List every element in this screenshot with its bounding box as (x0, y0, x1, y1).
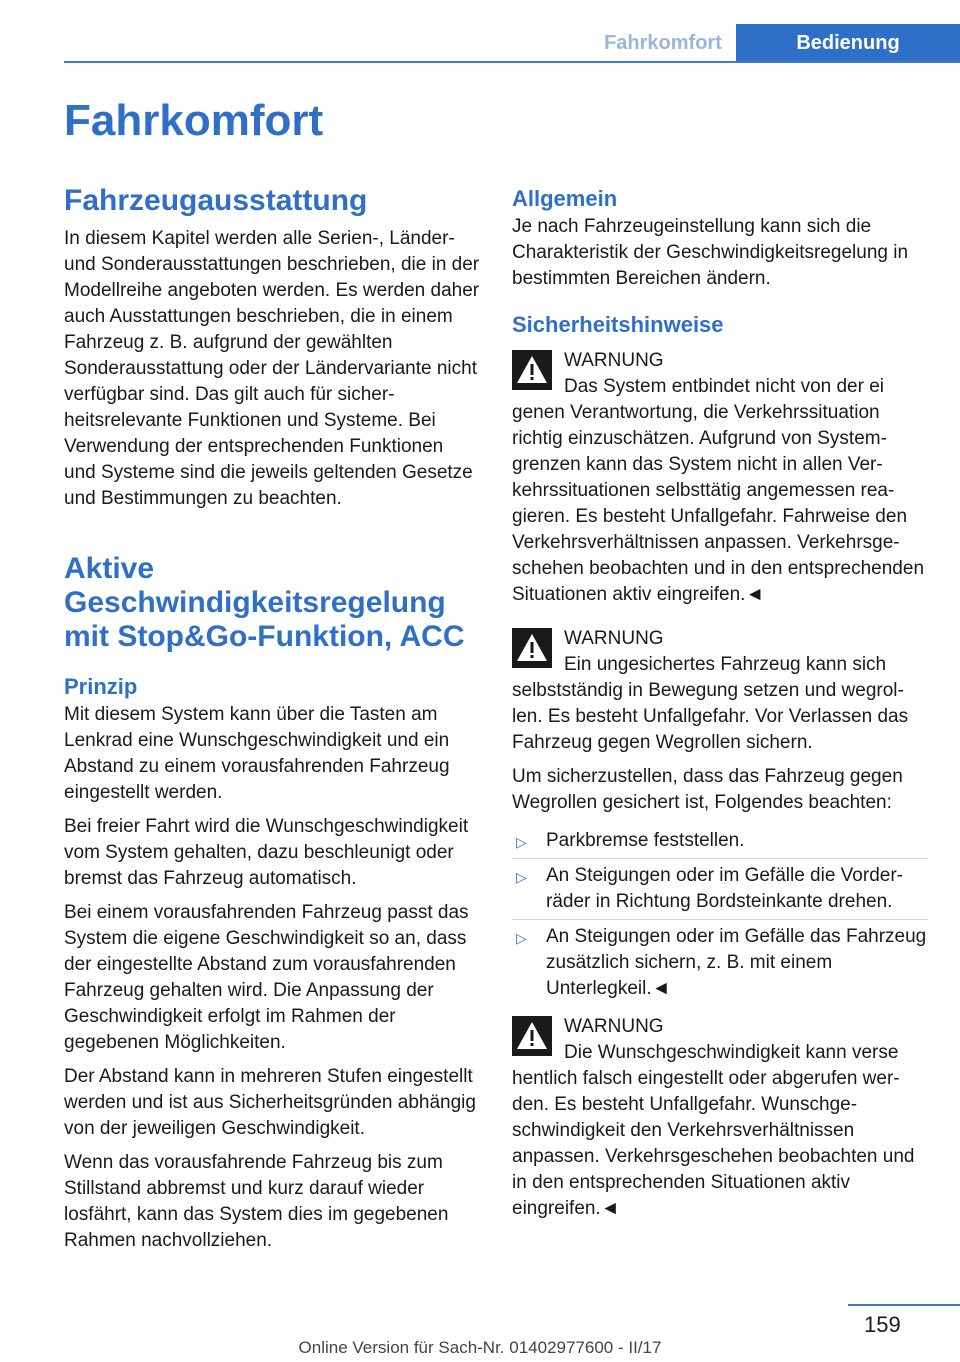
list-item: ▷ An Steigungen oder im Gefälle die Vorderräder in Richtung Bordsteinkante drehen. (512, 859, 928, 920)
warning-3-first-line: Die Wunschgeschwindigkeit kann verse (564, 1042, 899, 1063)
triangle-right-icon: ▷ (516, 869, 527, 885)
list-item: ▷ Parkbremse feststellen. (512, 824, 928, 859)
warning-block-1 (512, 348, 928, 608)
header-rule (64, 61, 960, 63)
chapter-title: Fahrkomfort (64, 96, 324, 145)
warning-triangle-icon (512, 350, 552, 390)
warning-2-first-line: Ein ungesichertes Fahrzeug kann sich (564, 654, 887, 675)
paragraph-sichern: Um sicherzustellen, dass das Fahrzeug gegen Wegrollen gesichert ist, Folgendes beachten: (512, 766, 903, 813)
paragraph-prinzip-1: Mit diesem System kann über die Tasten am Lenkrad eine Wunschgeschwindigkeit und ein Abstand zu einem vorausfahrenden Fahrzeug eingestellt werden. (64, 704, 450, 803)
page-number-rule (848, 1304, 960, 1306)
footer-version: Online Version für Sach-Nr. 01402977600 - II/17 (298, 1338, 662, 1357)
heading-sicherheitshinweise: Sicherheitshinweise (512, 312, 724, 337)
paragraph-ausstattung: In diesem Kapitel werden alle Serien-, Länder- und Sonderausstattungen beschrieben, die in der Modellreihe angeboten werden. Es werden daher auch Ausstattungen beschrieben, die in einem Fahrzeug z. B. aufgrund der gewählten Sonderausstattung oder der Ländervariante nicht verfügbar sind. Das gilt auch für sicherheitsrelevante Funktionen und Systeme. Bei Verwendung der entsprechenden Funktionen und Systeme sind die jeweils geltenden Gesetze und Bestimmungen zu beachten. (64, 228, 480, 509)
heading-fahrzeugausstattung: Fahrzeugausstattung (64, 184, 368, 217)
paragraph-allgemein: Je nach Fahrzeugeinstellung kann sich die Charakteristik der Geschwindigkeitsregelung in bestimmten Bereichen ändern. (512, 216, 909, 289)
warning-triangle-icon (512, 1016, 552, 1056)
paragraph-prinzip-4: Der Abstand kann in mehreren Stufen eingestellt werden und ist aus Sicherheitsgründen abhängig von der jeweiligen Geschwindigkeit. (64, 1066, 476, 1139)
triangle-right-icon: ▷ (516, 834, 527, 850)
header-tab-fahrkomfort: Fahrkomfort (604, 32, 722, 54)
warning-block-2 (512, 626, 928, 756)
paragraph-prinzip-3: Bei einem vorausfahrenden Fahrzeug passt das System die eigene Geschwindigkeit so an, dass der eingestellte Abstand zum vorausfahrenden Fahrzeug gehalten wird. Die Anpassung der Geschwindigkeit erfolgt im Rahmen der gegebenen Möglichkeiten. (64, 902, 469, 1053)
heading-acc: Aktive Geschwindigkeitsregelung mit Stop&Go-Funktion, ACC (64, 552, 465, 653)
warning-label: WARNUNG (564, 350, 664, 371)
left-column (64, 184, 480, 1254)
warning-triangle-icon (512, 628, 552, 668)
right-column (512, 184, 928, 1222)
list-item: ▷ An Steigungen oder im Gefälle das Fahrzeug zusätzlich sichern, z. B. mit einem Unterlegkeil.◄ (516, 926, 927, 999)
warning-1-first-line: Das System entbindet nicht von der ei (564, 376, 885, 397)
warning-label: WARNUNG (564, 628, 664, 649)
paragraph-prinzip-2: Bei freier Fahrt wird die Wunschgeschwindigkeit vom System gehalten, dazu beschleunigt oder bremst das Fahrzeug automatisch. (64, 816, 469, 889)
bullet-list (512, 824, 928, 1006)
paragraph-prinzip-5: Wenn das vorausfahrende Fahrzeug bis zum Stillstand abbremst und kurz darauf wieder losfährt, kann das System dies im gegebenen Rahmen nachvollziehen. (64, 1152, 449, 1251)
warning-label: WARNUNG (564, 1016, 664, 1037)
header-tab-bedienung: Bedienung (736, 24, 960, 62)
triangle-right-icon: ▷ (516, 930, 527, 946)
heading-allgemein: Allgemein (512, 186, 618, 211)
warning-2-text: selbstständig in Bewegung setzen und wegrollen. Es besteht Unfallgefahr. Vor Verlassen das Fahrzeug gegen Wegrollen sichern. (512, 680, 909, 753)
warning-3-text: hentlich falsch eingestellt oder abgerufen werden. Es besteht Unfallgefahr. Wunschgeschwindigkeit den Verkehrsverhältnissen anpassen. Verkehrsgeschehen beobachten und in den entsprechenden Situationen aktiv eingreifen.◄ (512, 1068, 915, 1219)
heading-prinzip: Prinzip (64, 674, 138, 699)
page-number: 159 (864, 1312, 901, 1337)
warning-1-text: genen Verantwortung, die Verkehrssituation richtig einzuschätzen. Aufgrund von Systemgrenzen kann das System nicht in allen Verkehrssituationen selbsttätig angemessen reagieren. Es besteht Unfallgefahr. Fahrweise den Verkehrsverhältnissen anpassen. Verkehrsgeschehen beobachten und in den entsprechenden Situationen aktiv eingreifen.◄ (512, 402, 925, 605)
warning-block-3 (512, 1014, 928, 1222)
